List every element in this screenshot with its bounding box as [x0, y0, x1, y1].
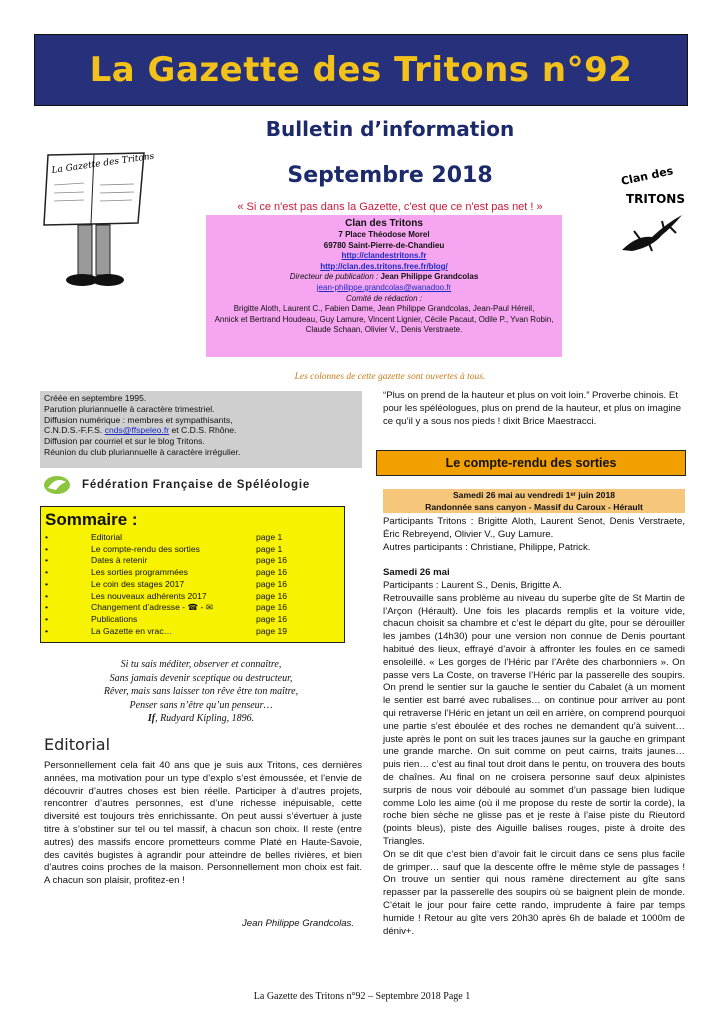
outing-dates: Samedi 26 mai au vendredi 1ᵉʳ juin 2018 [452, 490, 616, 500]
editorial-signature: Jean Philippe Grandcolas. [242, 918, 354, 929]
day-participants: Participants : Laurent S., Denis, Brigitte A. [383, 579, 562, 591]
club-info-box [206, 215, 562, 357]
triton-icon [612, 165, 692, 260]
toc-item[interactable]: • Dates à retenir page 16 [45, 555, 288, 566]
outing-report [383, 516, 685, 938]
poem-line: Si tu sais méditer, observer et connaître, [120, 659, 282, 670]
director-email-link[interactable]: jean-philippe.grandcolas@wanadoo.fr [316, 282, 452, 292]
gazette-motto: « Si ce n'est pas dans la Gazette, c'est que ce n'est pas net ! » [237, 201, 543, 213]
committee-label: Comité de rédaction : [345, 293, 423, 303]
newspaper-reader-icon [34, 135, 154, 310]
gazette-title: La Gazette des Tritons n°92 [89, 50, 633, 90]
participants-tritons: Participants Tritons : Brigitte Aloth, Laurent Senot, Denis Verstraete, Éric Rebreyend, Olivier V., Guy Lamure. [383, 516, 685, 540]
info-line: Parution pluriannuelle à caractère trimestriel. [44, 403, 215, 414]
outing-header [383, 489, 685, 513]
gazette-logo [34, 135, 154, 310]
outing-title: Randonnée sans canyon - Massif du Caroux - Hérault [425, 501, 643, 512]
section-title-outings: Le compte-rendu des sorties [376, 450, 686, 476]
bulletin-subtitle: Bulletin d’information [265, 117, 515, 141]
poem-line: Rêver, mais sans laisser ton rêve être ton maître, [103, 686, 299, 697]
ffs-logo [42, 472, 362, 498]
committee-line: Claude Schaan, Olivier V., Denis Verstraete. [305, 325, 463, 335]
ffs-emblem-icon [42, 474, 72, 496]
page-footer: La Gazette des Tritons n°92 – Septembre 2018 Page 1 [253, 991, 471, 1002]
toc-item[interactable]: • Les nouveaux adhérents 2017 page 16 [45, 590, 288, 601]
cnds-email-link[interactable]: cnds@ffspeleo.fr [104, 425, 170, 436]
toc-item[interactable]: • Le compte-rendu des sorties page 1 [45, 543, 283, 554]
director-label: Directeur de publication : [289, 272, 379, 282]
club-address-city: 69780 Saint-Pierre-de-Chandieu [323, 240, 445, 250]
open-columns-notice: Les colonnes de cette gazette sont ouvertes à tous. [294, 372, 486, 382]
clan-tritons-logo [612, 165, 692, 260]
club-website-link[interactable]: http://clandestritons.fr [341, 251, 427, 261]
info-line: C.N.D.S.-F.F.S. [44, 425, 103, 436]
other-participants: Autres participants : Christiane, Philippe, Patrick. [383, 541, 591, 553]
toc-item[interactable]: • Le coin des stages 2017 page 16 [45, 578, 288, 589]
club-name: Clan des Tritons [345, 218, 423, 229]
committee-line: Annick et Bertrand Houdeau, Guy Lamure, Vincent Lignier, Cécile Pacaut, Odile P., Yvan Robin, [214, 314, 554, 324]
publication-info-box [40, 391, 362, 468]
info-line: Créée en septembre 1995. [44, 393, 147, 403]
svg-text:La Gazette des Tritons: La Gazette des Tritons [51, 151, 154, 176]
day-heading: Samedi 26 mai [383, 567, 450, 579]
info-line: Diffusion par courriel et sur le blog Tritons. [44, 436, 205, 447]
info-line: Réunion du club pluriannuelle à caractère irrégulier. [44, 446, 241, 457]
report-paragraph: On se dit que c’est bien d’avoir fait le circuit dans ce sens plus facile de grimper… sauf que la descente offre le même style de passages ! On trouve un sentier qui nous ramène directement au gîte sans repasser par la passerelle des soupirs où se baignent plein de monde. C’était le jour pour faire cette rando, imprudente à faire par temps humide ! Retour au gîte vers 20h30 après 6h de balade et 1000m de déniv+. [383, 848, 685, 937]
toc-item[interactable]: • Les sorties programmées page 16 [45, 567, 288, 578]
director-name: Jean Philippe Grandcolas [380, 272, 479, 282]
proverb-text: “Plus on prend de la hauteur et plus on voit loin.” Proverbe chinois. Et pour les spéléologues, plus on prend de la hauteur, et plus on imagine ce qu’il y a sous nos pieds ! dixit Brice Maestracci. [383, 390, 682, 427]
toc-item[interactable]: • Editorial page 1 [45, 532, 283, 542]
info-line: et C.D.S. Rhône. [171, 425, 237, 436]
report-paragraph: Retrouvaille sans problème au niveau du superbe gîte de St Martin de l’Arçon (Hérault). Une fois les placards remplis et la voiture vide, chacun choisit sa chambre et c’est le départ du gîte, pour se dérouiller les jambes (14h30) pour une version non connue de Denis pourtant habitué des lieux, effrayé d’avoir à affronter les foules en ce samedi ensoleillé. « Les gorges de l’Héric par l’Arête des charbonniers ». On passe vers La Coste, on traverse l’Héric par la passerelle des soupirs. On prend le sentier sur la gauche le sentier du Cabalet (à un moment le sentier est barré avec rubalises… on continue pour arriver au pont qui retraverse l’Héric en jetant un œil en arrière, on comprend pourquoi une partie s’est éboulée et des roches ne demandent qu’à suivent… juste après le pont on suit les traces jaunes sur la gauche en grimpant une grande marche. On suit comme on peut cairns, traits jaunes… puis rien… c’est au final tout droit dans le pentu, on trouvera des bouts de chaînes. Au final on ne croisera personne sauf deux alpinistes surpris de nous voir déboulé au sommet d’un passage bien ludique comme Lolo les aime (où il me propose du reste de sortir la corde), la roche bien sèche ne glisse pas et je reste à l’aise piste du Rieutord (points bleus), piste des Aiguille balises rouges, piste à droite des Triangles. [383, 592, 685, 847]
svg-text:TRITONS: TRITONS [626, 192, 685, 206]
poem-attribution: , Rudyard Kipling, 1896. [155, 713, 255, 724]
kipling-poem [40, 658, 362, 726]
svg-text:Clan des: Clan des [619, 165, 675, 188]
editorial-heading: Editorial [44, 735, 111, 754]
poem-line: Sans jamais devenir sceptique ou destructeur, [109, 672, 293, 684]
club-address-street: 7 Place Théodose Morel [338, 230, 430, 239]
ffs-name: Fédération Française de Spéléologie [82, 479, 311, 491]
toc-title: Sommaire : [45, 510, 138, 529]
poem-line: Penser sans n’être qu’un penseur… [129, 699, 273, 711]
club-blog-link[interactable]: http://clan.des.tritons.free.fr/blog/ [320, 261, 448, 271]
toc-item[interactable]: • Publications page 16 [45, 613, 288, 624]
toc-item[interactable]: • Changement d’adresse - ☎ - ✉ page 16 [45, 602, 288, 613]
committee-line: Brigitte Aloth, Laurent C., Fabien Dame, Jean Philippe Grandcolas, Jean-Paul Héreil, [233, 304, 535, 314]
table-of-contents [40, 506, 345, 643]
toc-item[interactable]: • La Gazette en vrac… page 19 [45, 625, 288, 636]
editorial-text: Personnellement cela fait 40 ans que je suis aux Tritons, ces dernières années, ma motivation pour un type d’explo s’est émoussée, et l’envie de découvrir d’autres choses est bien réelle. Participer à d’autres projets, rencontrer d’autres personnes, est d’une richesse inépuisable, cette diversité est toujours très enrichissante. On peut aussi s’évertuer à juste titre à s’obstiner sur tel ou tel massif, à chacun son choix. Il reste (entre autres) des massifs encore prometteurs comme Platé en Haute-Savoie, des cavités bugistes à agrandir pour atteindre de belles rivières, et bien d’autres coins proches de la maison. Personnellement mon choix est fait. A chacun son plaisir, profitez-en ! [44, 760, 362, 887]
poem-source-title: If [147, 713, 156, 724]
title-banner [34, 34, 688, 106]
info-line: Diffusion numérique : membres et sympathisants, [44, 414, 233, 425]
issue-date: Septembre 2018 [287, 163, 493, 188]
